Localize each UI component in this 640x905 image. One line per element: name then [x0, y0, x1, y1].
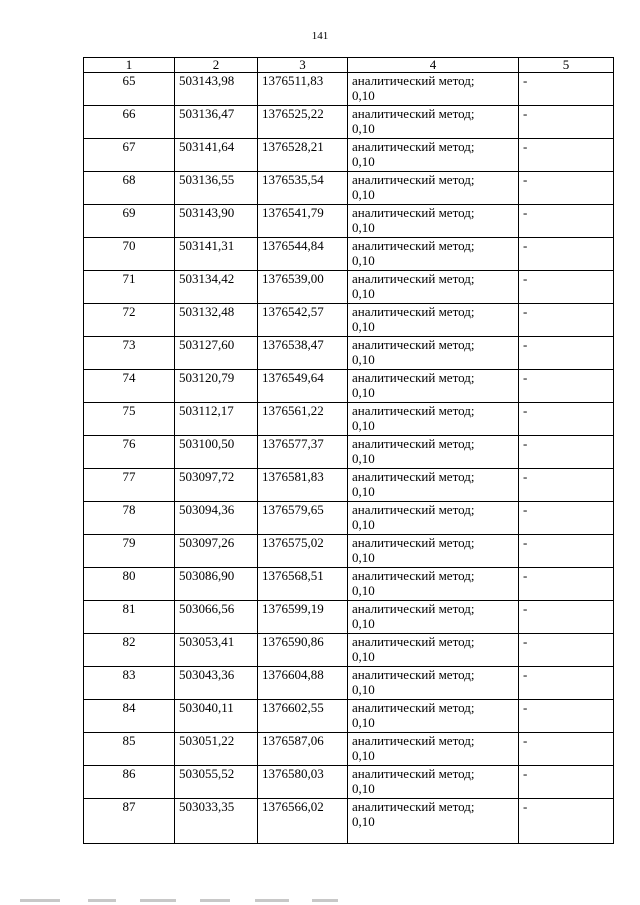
method-text: аналитический метод; — [352, 568, 475, 583]
y-coordinate-cell: 1376528,21 — [258, 139, 348, 172]
note-cell: - — [519, 205, 614, 238]
method-cell — [348, 172, 519, 205]
method-cell — [348, 106, 519, 139]
note-cell: - — [519, 799, 614, 844]
method-cell — [348, 634, 519, 667]
x-coordinate-cell: 503132,48 — [175, 304, 258, 337]
accuracy-text: 0,10 — [352, 418, 375, 433]
point-number-cell: 70 — [84, 238, 175, 271]
y-coordinate-cell: 1376538,47 — [258, 337, 348, 370]
point-number-cell: 82 — [84, 634, 175, 667]
method-cell — [348, 436, 519, 469]
accuracy-text: 0,10 — [352, 352, 375, 367]
note-cell: - — [519, 469, 614, 502]
y-coordinate-cell: 1376581,83 — [258, 469, 348, 502]
x-coordinate-cell: 503040,11 — [175, 700, 258, 733]
method-text: аналитический метод; — [352, 733, 475, 748]
x-coordinate-cell: 503120,79 — [175, 370, 258, 403]
method-text: аналитический метод; — [352, 799, 475, 814]
point-number-cell: 75 — [84, 403, 175, 436]
table-row — [84, 403, 614, 436]
accuracy-text: 0,10 — [352, 319, 375, 334]
note-cell: - — [519, 370, 614, 403]
accuracy-text: 0,10 — [352, 220, 375, 235]
point-number-cell: 73 — [84, 337, 175, 370]
y-coordinate-cell: 1376587,06 — [258, 733, 348, 766]
method-text: аналитический метод; — [352, 601, 475, 616]
table-header-row — [84, 58, 614, 73]
table-body — [84, 73, 614, 844]
method-cell — [348, 337, 519, 370]
table-row — [84, 304, 614, 337]
x-coordinate-cell: 503055,52 — [175, 766, 258, 799]
y-coordinate-cell: 1376561,22 — [258, 403, 348, 436]
point-number-cell: 86 — [84, 766, 175, 799]
y-coordinate-cell: 1376568,51 — [258, 568, 348, 601]
accuracy-text: 0,10 — [352, 187, 375, 202]
table-row — [84, 568, 614, 601]
note-cell: - — [519, 73, 614, 106]
method-text: аналитический метод; — [352, 436, 475, 451]
y-coordinate-cell: 1376602,55 — [258, 700, 348, 733]
table-row — [84, 238, 614, 271]
accuracy-text: 0,10 — [352, 715, 375, 730]
accuracy-text: 0,10 — [352, 154, 375, 169]
x-coordinate-cell: 503136,47 — [175, 106, 258, 139]
method-cell — [348, 667, 519, 700]
column-header-number: 1 — [84, 58, 175, 73]
x-coordinate-cell: 503141,64 — [175, 139, 258, 172]
method-text: аналитический метод; — [352, 535, 475, 550]
point-number-cell: 79 — [84, 535, 175, 568]
column-header-x: 2 — [175, 58, 258, 73]
accuracy-text: 0,10 — [352, 286, 375, 301]
point-number-cell: 68 — [84, 172, 175, 205]
note-cell: - — [519, 106, 614, 139]
note-cell: - — [519, 337, 614, 370]
method-text: аналитический метод; — [352, 634, 475, 649]
x-coordinate-cell: 503097,72 — [175, 469, 258, 502]
table-row — [84, 436, 614, 469]
table-row — [84, 172, 614, 205]
accuracy-text: 0,10 — [352, 583, 375, 598]
note-cell: - — [519, 568, 614, 601]
accuracy-text: 0,10 — [352, 88, 375, 103]
point-number-cell: 85 — [84, 733, 175, 766]
x-coordinate-cell: 503127,60 — [175, 337, 258, 370]
method-cell — [348, 73, 519, 106]
accuracy-text: 0,10 — [352, 517, 375, 532]
method-cell — [348, 535, 519, 568]
method-text: аналитический метод; — [352, 304, 475, 319]
method-cell — [348, 766, 519, 799]
coordinates-table — [83, 57, 614, 844]
note-cell: - — [519, 436, 614, 469]
method-text: аналитический метод; — [352, 172, 475, 187]
note-cell: - — [519, 271, 614, 304]
point-number-cell: 72 — [84, 304, 175, 337]
note-cell: - — [519, 139, 614, 172]
accuracy-text: 0,10 — [352, 484, 375, 499]
accuracy-text: 0,10 — [352, 781, 375, 796]
note-cell: - — [519, 733, 614, 766]
y-coordinate-cell: 1376542,57 — [258, 304, 348, 337]
note-cell: - — [519, 502, 614, 535]
method-cell — [348, 403, 519, 436]
point-number-cell: 66 — [84, 106, 175, 139]
table-row — [84, 601, 614, 634]
point-number-cell: 81 — [84, 601, 175, 634]
method-text: аналитический метод; — [352, 370, 475, 385]
method-cell — [348, 469, 519, 502]
method-text: аналитический метод; — [352, 667, 475, 682]
y-coordinate-cell: 1376541,79 — [258, 205, 348, 238]
table-row — [84, 535, 614, 568]
accuracy-text: 0,10 — [352, 253, 375, 268]
x-coordinate-cell: 503100,50 — [175, 436, 258, 469]
page-number: 141 — [311, 30, 329, 42]
method-text: аналитический метод; — [352, 271, 475, 286]
x-coordinate-cell: 503112,17 — [175, 403, 258, 436]
y-coordinate-cell: 1376535,54 — [258, 172, 348, 205]
method-cell — [348, 271, 519, 304]
x-coordinate-cell: 503066,56 — [175, 601, 258, 634]
table-row — [84, 139, 614, 172]
method-cell — [348, 370, 519, 403]
method-cell — [348, 502, 519, 535]
point-number-cell: 78 — [84, 502, 175, 535]
table-row — [84, 502, 614, 535]
table-row — [84, 106, 614, 139]
x-coordinate-cell: 503143,90 — [175, 205, 258, 238]
y-coordinate-cell: 1376590,86 — [258, 634, 348, 667]
point-number-cell: 71 — [84, 271, 175, 304]
table-row — [84, 337, 614, 370]
note-cell: - — [519, 535, 614, 568]
point-number-cell: 83 — [84, 667, 175, 700]
x-coordinate-cell: 503136,55 — [175, 172, 258, 205]
x-coordinate-cell: 503094,36 — [175, 502, 258, 535]
accuracy-text: 0,10 — [352, 649, 375, 664]
y-coordinate-cell: 1376539,00 — [258, 271, 348, 304]
x-coordinate-cell: 503043,36 — [175, 667, 258, 700]
method-cell — [348, 205, 519, 238]
table-row — [84, 73, 614, 106]
method-text: аналитический метод; — [352, 766, 475, 781]
method-text: аналитический метод; — [352, 502, 475, 517]
point-number-cell: 80 — [84, 568, 175, 601]
x-coordinate-cell: 503051,22 — [175, 733, 258, 766]
note-cell: - — [519, 238, 614, 271]
accuracy-text: 0,10 — [352, 814, 375, 829]
accuracy-text: 0,10 — [352, 550, 375, 565]
method-text: аналитический метод; — [352, 403, 475, 418]
method-text: аналитический метод; — [352, 238, 475, 253]
x-coordinate-cell: 503033,35 — [175, 799, 258, 844]
note-cell: - — [519, 601, 614, 634]
method-cell — [348, 304, 519, 337]
method-cell — [348, 601, 519, 634]
note-cell: - — [519, 667, 614, 700]
point-number-cell: 65 — [84, 73, 175, 106]
y-coordinate-cell: 1376580,03 — [258, 766, 348, 799]
point-number-cell: 77 — [84, 469, 175, 502]
y-coordinate-cell: 1376599,19 — [258, 601, 348, 634]
x-coordinate-cell: 503143,98 — [175, 73, 258, 106]
table-row — [84, 634, 614, 667]
point-number-cell: 76 — [84, 436, 175, 469]
point-number-cell: 87 — [84, 799, 175, 844]
note-cell: - — [519, 304, 614, 337]
note-cell: - — [519, 766, 614, 799]
point-number-cell: 67 — [84, 139, 175, 172]
y-coordinate-cell: 1376525,22 — [258, 106, 348, 139]
accuracy-text: 0,10 — [352, 748, 375, 763]
point-number-cell: 84 — [84, 700, 175, 733]
point-number-cell: 74 — [84, 370, 175, 403]
y-coordinate-cell: 1376577,37 — [258, 436, 348, 469]
y-coordinate-cell: 1376604,88 — [258, 667, 348, 700]
column-header-note: 5 — [519, 58, 614, 73]
x-coordinate-cell: 503053,41 — [175, 634, 258, 667]
method-text: аналитический метод; — [352, 337, 475, 352]
table-row — [84, 799, 614, 844]
column-header-y: 3 — [258, 58, 348, 73]
method-text: аналитический метод; — [352, 139, 475, 154]
note-cell: - — [519, 700, 614, 733]
y-coordinate-cell: 1376549,64 — [258, 370, 348, 403]
method-cell — [348, 139, 519, 172]
method-cell — [348, 568, 519, 601]
table-row — [84, 370, 614, 403]
table-row — [84, 733, 614, 766]
table-row — [84, 700, 614, 733]
method-cell — [348, 238, 519, 271]
x-coordinate-cell: 503097,26 — [175, 535, 258, 568]
accuracy-text: 0,10 — [352, 616, 375, 631]
y-coordinate-cell: 1376544,84 — [258, 238, 348, 271]
accuracy-text: 0,10 — [352, 385, 375, 400]
method-text: аналитический метод; — [352, 469, 475, 484]
method-text: аналитический метод; — [352, 205, 475, 220]
note-cell: - — [519, 634, 614, 667]
y-coordinate-cell: 1376579,65 — [258, 502, 348, 535]
method-text: аналитический метод; — [352, 700, 475, 715]
column-header-method: 4 — [348, 58, 519, 73]
method-text: аналитический метод; — [352, 106, 475, 121]
x-coordinate-cell: 503141,31 — [175, 238, 258, 271]
table-row — [84, 667, 614, 700]
x-coordinate-cell: 503134,42 — [175, 271, 258, 304]
accuracy-text: 0,10 — [352, 451, 375, 466]
note-cell: - — [519, 403, 614, 436]
table-row — [84, 205, 614, 238]
table-row — [84, 469, 614, 502]
accuracy-text: 0,10 — [352, 121, 375, 136]
point-number-cell: 69 — [84, 205, 175, 238]
y-coordinate-cell: 1376566,02 — [258, 799, 348, 844]
accuracy-text: 0,10 — [352, 682, 375, 697]
x-coordinate-cell: 503086,90 — [175, 568, 258, 601]
method-cell — [348, 733, 519, 766]
method-cell — [348, 799, 519, 844]
method-text: аналитический метод; — [352, 73, 475, 88]
note-cell: - — [519, 172, 614, 205]
table-row — [84, 271, 614, 304]
method-cell — [348, 700, 519, 733]
table-row — [84, 766, 614, 799]
bottom-edge-artifact — [0, 896, 640, 905]
y-coordinate-cell: 1376575,02 — [258, 535, 348, 568]
y-coordinate-cell: 1376511,83 — [258, 73, 348, 106]
